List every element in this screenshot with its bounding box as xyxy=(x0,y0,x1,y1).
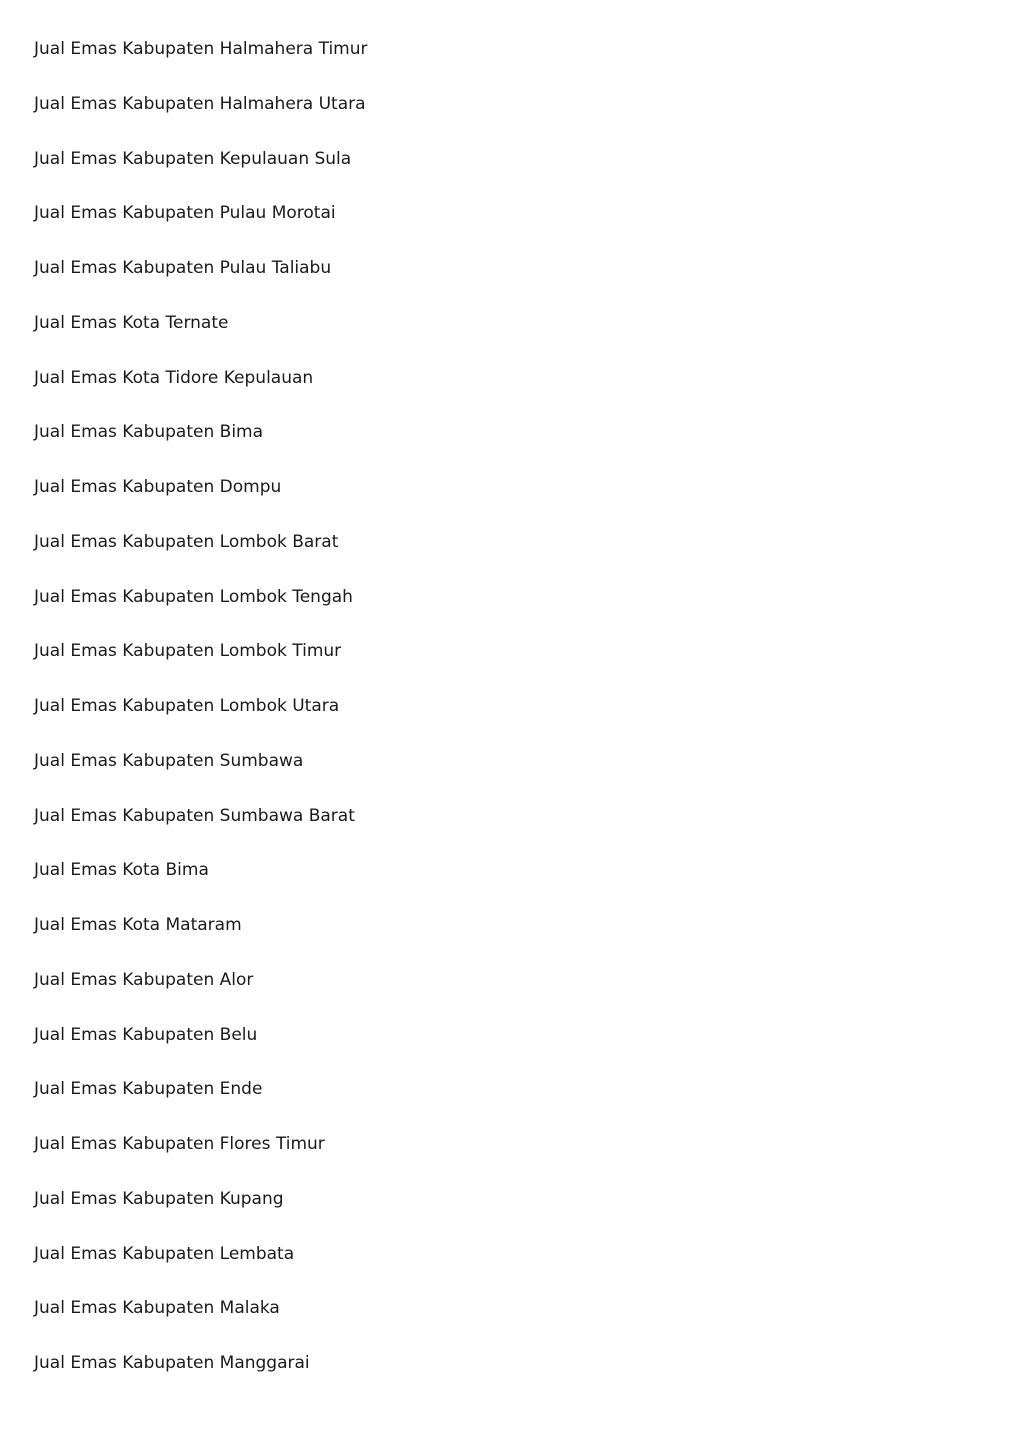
list-item: Jual Emas Kota Bima xyxy=(34,860,209,881)
list-item: Jual Emas Kota Ternate xyxy=(34,312,229,333)
list-item: Jual Emas Kabupaten Halmahera Timur xyxy=(34,39,368,59)
list-item: Jual Emas Kabupaten Ende xyxy=(34,1079,263,1100)
document-list xyxy=(34,36,368,1405)
list-item: Jual Emas Kabupaten Lembata xyxy=(34,1243,295,1264)
list-item: Jual Emas Kabupaten Kepulauan Sula xyxy=(34,148,352,169)
list-item: Jual Emas Kabupaten Lombok Timur xyxy=(34,641,342,662)
list-item: Jual Emas Kabupaten Sumbawa xyxy=(34,750,304,771)
list-item: Jual Emas Kabupaten Dompu xyxy=(34,477,282,497)
list-item: Jual Emas Kabupaten Lombok Utara xyxy=(34,696,340,716)
list-item: Jual Emas Kabupaten Lombok Barat xyxy=(34,531,339,552)
list-item: Jual Emas Kabupaten Flores Timur xyxy=(34,1134,325,1154)
list-item: Jual Emas Kabupaten Halmahera Utara xyxy=(34,93,366,114)
list-item: Jual Emas Kabupaten Lombok Tengah xyxy=(34,586,353,607)
list-item: Jual Emas Kabupaten Kupang xyxy=(34,1188,284,1209)
list-item: Jual Emas Kota Mataram xyxy=(34,915,242,935)
list-item: Jual Emas Kabupaten Pulau Taliabu xyxy=(34,258,332,278)
list-item: Jual Emas Kabupaten Belu xyxy=(34,1024,258,1045)
list-item: Jual Emas Kabupaten Pulau Morotai xyxy=(34,203,336,224)
list-item: Jual Emas Kabupaten Manggarai xyxy=(34,1353,310,1373)
list-item: Jual Emas Kota Tidore Kepulauan xyxy=(34,367,314,388)
list-item: Jual Emas Kabupaten Bima xyxy=(34,422,264,443)
list-item: Jual Emas Kabupaten Sumbawa Barat xyxy=(34,805,355,826)
list-item: Jual Emas Kabupaten Malaka xyxy=(34,1298,280,1319)
list-item: Jual Emas Kabupaten Alor xyxy=(34,969,254,990)
